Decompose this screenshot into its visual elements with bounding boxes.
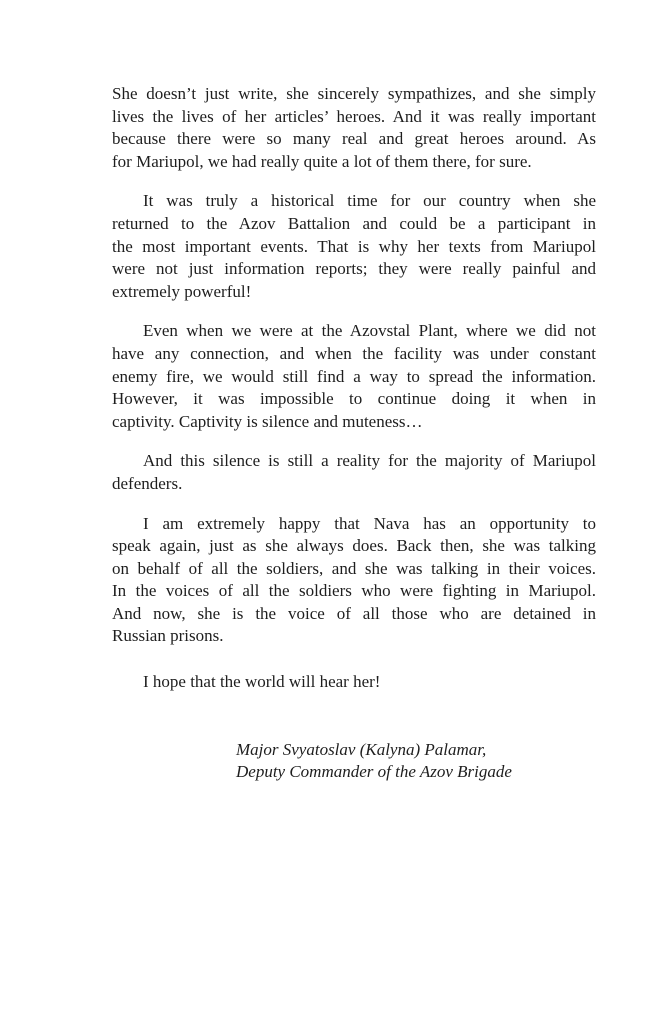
text-line: because there were so many real and great heroes around. As: [112, 129, 596, 149]
text-line: enemy fire, we would still find a way to spread the information.: [112, 366, 596, 386]
text-line: Russian prisons.: [112, 626, 224, 646]
text-line: And now, she is the voice of all those who are detained in: [112, 603, 596, 623]
text-line: And this silence is still a reality for the majority of Mariupol: [143, 451, 596, 471]
closing-line: I hope that the world will hear her!: [143, 672, 381, 692]
text-line: I am extremely happy that Nava has an opportunity to: [143, 513, 596, 533]
text-line: In the voices of all the soldiers who were fighting in Mariupol.: [112, 581, 596, 601]
text-line: the most important events. That is why her texts from Mariupol: [112, 236, 596, 256]
text-line: It was truly a historical time for our country when she: [143, 191, 596, 211]
text-line: captivity. Captivity is silence and muteness…: [112, 411, 423, 431]
text-line: speak again, just as she always does. Back then, she was talking: [112, 536, 596, 556]
text-line: Even when we were at the Azovstal Plant, where we did not: [143, 321, 596, 341]
signature-block: [112, 739, 596, 784]
text-line: defenders.: [112, 473, 183, 493]
text-line: lives the lives of her articles’ heroes. And it was really important: [112, 106, 596, 126]
text-line: returned to the Azov Battalion and could be a participant in: [112, 213, 596, 233]
text-line: She doesn’t just write, she sincerely sympathizes, and she simply: [112, 84, 596, 103]
text-line: However, it was impossible to continue doing it when in: [112, 389, 596, 409]
signature-title-line: Deputy Commander of the Azov Brigade: [236, 762, 512, 782]
text-line: were not just information reports; they were really painful and: [112, 259, 596, 279]
signature-name-line: Major Svyatoslav (Kalyna) Palamar,: [236, 739, 487, 759]
text-line: extremely powerful!: [112, 281, 252, 301]
text-line: on behalf of all the soldiers, and she was talking in their voices.: [112, 558, 596, 578]
text-line: for Mariupol, we had really quite a lot of them there, for sure.: [112, 151, 532, 171]
text-line: have any connection, and when the facility was under constant: [112, 343, 596, 363]
